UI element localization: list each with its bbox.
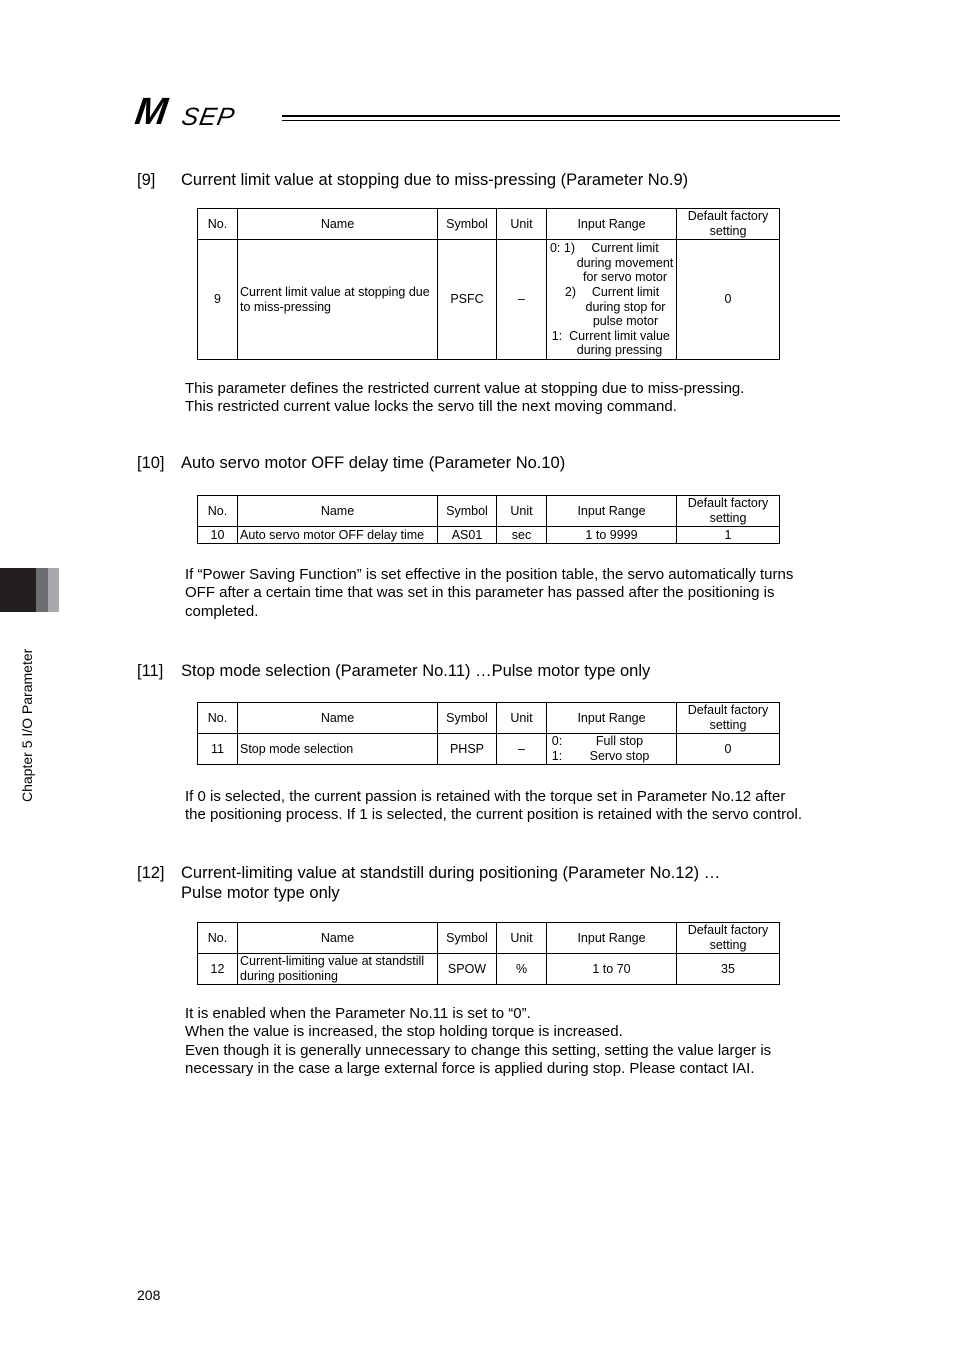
cell-unit: sec: [497, 527, 547, 544]
col-input-range: Input Range: [547, 496, 677, 527]
msep-logo: [132, 90, 278, 133]
cell-default: 35: [677, 954, 780, 985]
table-header-row: [198, 703, 780, 734]
header-rule: [282, 115, 840, 123]
cell-default: 0: [677, 734, 780, 765]
parameter-table-9: [197, 208, 780, 360]
cell-unit: –: [497, 240, 547, 360]
cell-default: 1: [677, 527, 780, 544]
table-row: [198, 954, 780, 985]
cell-default: 0: [677, 240, 780, 360]
body-line: This restricted current value locks the servo till the next moving command.: [185, 398, 677, 416]
col-no: No.: [198, 923, 238, 954]
section-title: Current-limiting value at standstill during positioning (Parameter No.12) …: [181, 864, 721, 882]
cell-input-range: [547, 240, 677, 360]
svg-text:SEP: SEP: [179, 103, 238, 131]
col-symbol: Symbol: [438, 703, 497, 734]
parameter-table-10: [197, 495, 780, 544]
page-number: 208: [137, 1287, 161, 1303]
range-line: 2) Current limit during stop for pulse motor: [564, 284, 666, 329]
parameter-table-11: [197, 702, 780, 765]
col-input-range: Input Range: [547, 923, 677, 954]
cell-no: 9: [198, 240, 238, 360]
body-line: It is enabled when the Parameter No.11 is set to “0”.: [185, 1005, 531, 1022]
table-header-row: [198, 209, 780, 240]
table-row: [198, 734, 780, 765]
col-name: Name: [238, 923, 438, 954]
section-number: [10]: [137, 454, 165, 472]
col-name: Name: [238, 703, 438, 734]
cell-no: 10: [198, 527, 238, 544]
cell-unit: %: [497, 954, 547, 985]
col-default: Default factory setting: [677, 703, 780, 734]
col-unit: Unit: [497, 923, 547, 954]
body-line: completed.: [185, 602, 259, 620]
col-unit: Unit: [497, 496, 547, 527]
col-default: Default factory setting: [677, 923, 780, 954]
range-line: 0: Full stop: [551, 734, 644, 749]
parameter-table-12: [197, 922, 780, 985]
col-symbol: Symbol: [438, 209, 497, 240]
range-line: 0: 1) Current limit during movement for servo motor: [549, 241, 674, 285]
section-title: Stop mode selection (Parameter No.11) …Pulse motor type only: [181, 662, 651, 680]
body-line: This parameter defines the restricted current value at stopping due to miss-pressing.: [185, 380, 745, 397]
range-line: 1: Current limit value during pressing: [551, 328, 670, 358]
cell-no: 12: [198, 954, 238, 985]
chapter-tab-shade: [36, 568, 48, 612]
col-unit: Unit: [497, 209, 547, 240]
cell-input-range: [547, 734, 677, 765]
cell-symbol: SPOW: [438, 954, 497, 985]
body-line: Even though it is generally unnecessary to change this setting, setting the value larger is: [185, 1041, 772, 1059]
body-line: OFF after a certain time that was set in this parameter has passed after the positioning is: [185, 584, 775, 602]
svg-text:M: M: [132, 90, 171, 133]
col-symbol: Symbol: [438, 923, 497, 954]
cell-name: Auto servo motor OFF delay time: [238, 527, 438, 544]
col-default: Default factory setting: [677, 496, 780, 527]
body-line: the positioning process. If 1 is selected, the current position is retained with the servo control.: [185, 806, 802, 824]
section-title: Current limit value at stopping due to miss-pressing (Parameter No.9): [181, 171, 689, 189]
section-9-body: [185, 380, 850, 417]
cell-input-range: 1 to 9999: [547, 527, 677, 544]
section-title: Auto servo motor OFF delay time (Parameter No.10): [181, 454, 566, 472]
cell-no: 11: [198, 734, 238, 765]
cell-name: Stop mode selection: [238, 734, 438, 765]
range-line: 1: Servo stop: [551, 749, 650, 763]
section-title-line2: Pulse motor type only: [181, 884, 340, 902]
col-no: No.: [198, 496, 238, 527]
section-number: [9]: [137, 171, 156, 189]
body-line: If 0 is selected, the current passion is retained with the torque set in Parameter No.12 after: [185, 788, 786, 805]
body-line: necessary in the case a large external force is applied during stop. Please contact IAI.: [185, 1059, 755, 1077]
col-unit: Unit: [497, 703, 547, 734]
col-input-range: Input Range: [547, 703, 677, 734]
cell-symbol: AS01: [438, 527, 497, 544]
cell-unit: –: [497, 734, 547, 765]
table-header-row: [198, 923, 780, 954]
section-number: [12]: [137, 864, 165, 882]
col-default: Default factory setting: [677, 209, 780, 240]
cell-name: Current limit value at stopping due to miss-pressing: [238, 240, 438, 360]
body-line: If “Power Saving Function” is set effective in the position table, the servo automatically turns: [185, 566, 794, 583]
col-no: No.: [198, 209, 238, 240]
chapter-label: Chapter 5 I/O Parameter: [19, 648, 35, 802]
cell-input-range: 1 to 70: [547, 954, 677, 985]
chapter-tab-shade-light: [48, 568, 59, 612]
section-number: [11]: [137, 662, 164, 680]
col-name: Name: [238, 209, 438, 240]
section-12-body: [185, 1005, 850, 1078]
section-11-body: [185, 788, 850, 825]
col-no: No.: [198, 703, 238, 734]
cell-name: Current-limiting value at standstill during positioning: [238, 954, 438, 985]
cell-symbol: PHSP: [438, 734, 497, 765]
body-line: When the value is increased, the stop holding torque is increased.: [185, 1023, 623, 1041]
table-row: [198, 240, 780, 360]
col-input-range: Input Range: [547, 209, 677, 240]
table-row: [198, 527, 780, 544]
col-symbol: Symbol: [438, 496, 497, 527]
chapter-tab: [0, 568, 36, 612]
cell-symbol: PSFC: [438, 240, 497, 360]
table-header-row: [198, 496, 780, 527]
col-name: Name: [238, 496, 438, 527]
section-10-body: [185, 566, 850, 621]
